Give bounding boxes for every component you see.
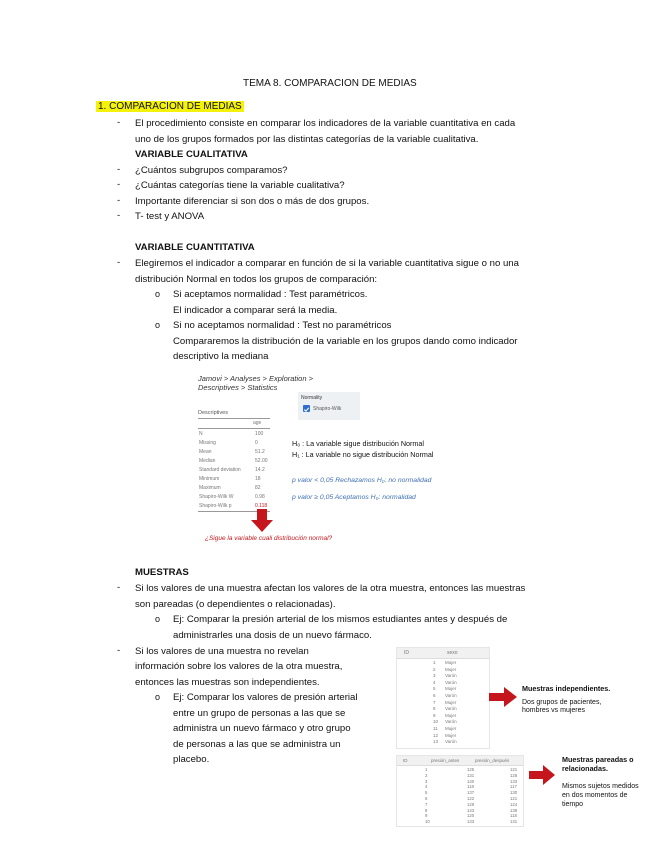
bullet-circle: o: [155, 289, 161, 299]
cualitativa-title: VARIABLE CUALITATIVA: [135, 149, 248, 160]
list-item: ¿Cuántos subgrupos comparamos?: [135, 165, 288, 176]
example-2-line-2: entre un grupo de personas a las que se: [173, 708, 346, 719]
paired-cell[interactable]: 2: [425, 772, 428, 778]
sexo-cell[interactable]: Mujer: [445, 726, 457, 731]
row-number: 10: [433, 719, 439, 725]
paired-cell[interactable]: 133: [467, 819, 475, 825]
row-number: 2: [433, 666, 436, 672]
paired-description-line-2: en dos momentos de: [562, 792, 628, 799]
bullet-dash: -: [117, 117, 121, 128]
paired-cell[interactable]: 8: [425, 807, 428, 813]
bullet-circle: o: [155, 614, 161, 624]
checkbox-checked[interactable]: [303, 405, 310, 412]
intro-line-2: uno de los grupos formados por las distintas categorías de la variable cualitativa.: [135, 134, 479, 145]
p-value-reject: p valor < 0,05 Rechazamos H₀: no normalidad: [292, 477, 432, 484]
descriptives-table-title: Descriptives: [198, 410, 228, 416]
row-number: 3: [433, 673, 436, 679]
paired-cell[interactable]: 133: [510, 778, 518, 784]
sexo-cell[interactable]: Mujer: [445, 732, 457, 738]
bullet-dash: -: [117, 164, 121, 175]
paired-cell[interactable]: 10: [425, 819, 430, 825]
table-rule: [198, 418, 270, 419]
row-number: 1: [433, 660, 436, 665]
paired-cell[interactable]: 129: [467, 801, 475, 807]
muestras-p1-line-1: Si los valores de una muestra afectan los valores de la otra muestra, entonces las muestras: [135, 583, 526, 594]
paired-cell[interactable]: 5: [425, 790, 428, 796]
list-item: T- test y ANOVA: [135, 211, 205, 222]
descriptives-figure: [195, 372, 465, 544]
paired-title-line-2: relacionadas.: [562, 764, 608, 773]
independent-samples-table: [396, 647, 490, 749]
example-2-line-1: Ej: Comparar los valores de presión arterial: [173, 692, 358, 703]
paired-header-before: presión_antes: [431, 758, 460, 763]
descriptive-stat-value: 82: [255, 485, 261, 491]
sub-item-1-line-1: Si aceptamos normalidad : Test paramétricos.: [173, 289, 368, 300]
paired-cell[interactable]: 9: [425, 813, 428, 819]
sexo-cell[interactable]: Mujer: [445, 712, 457, 718]
muestras-p2-line-3: entonces las muestras son independientes.: [135, 677, 320, 688]
paired-cell[interactable]: 3: [425, 778, 428, 784]
row-number: 11: [433, 726, 438, 731]
paired-cell[interactable]: 117: [510, 784, 517, 790]
bullet-dash: -: [117, 582, 121, 593]
paired-cell[interactable]: 131: [510, 819, 518, 825]
row-number: 12: [433, 732, 439, 738]
row-number: 8: [433, 706, 436, 712]
row-number: 9: [433, 712, 436, 718]
sub-item-2-line-3: descriptivo la mediana: [173, 351, 269, 362]
hypothesis-h0: H₀ : La variable sigue distribución Normal: [292, 439, 425, 448]
descriptive-stat-value: 0: [255, 440, 258, 446]
normality-panel: [298, 392, 360, 420]
row-number: 5: [433, 686, 436, 692]
sub-item-2-line-1: Si no aceptamos normalidad : Test no paramétricos: [173, 320, 392, 331]
jamovi-path: [198, 374, 313, 392]
bullet-dash: -: [117, 195, 121, 206]
descriptive-stat-label: Standard deviation: [199, 467, 241, 473]
arrow-right-icon: [529, 765, 555, 785]
intro-line-1: El procedimiento consiste en comparar los indicadores de la variable cuantitativa en cada: [135, 118, 516, 129]
paired-cell[interactable]: 122: [467, 796, 475, 801]
paired-cell[interactable]: 125: [467, 767, 475, 772]
checkbox-label: Shapiro-Wilk: [313, 406, 342, 412]
example-1-line-2: administrarles una dosis de un nuevo fármaco.: [173, 630, 372, 641]
paired-cell[interactable]: 6: [425, 796, 428, 801]
muestras-p2-line-1: Si los valores de una muestra no revelan: [135, 646, 309, 657]
column-id-header: ID: [404, 650, 409, 656]
paired-cell[interactable]: 130: [510, 790, 518, 796]
muestras-p1-line-2: son pareadas (o dependientes o relacionadas).: [135, 599, 336, 610]
sexo-cell[interactable]: Mujer: [445, 686, 457, 692]
paired-title: [562, 755, 634, 773]
paired-samples-table: [396, 755, 524, 827]
example-2-line-5: placebo.: [173, 754, 210, 765]
independent-description: [522, 699, 601, 715]
paired-cell[interactable]: 131: [467, 772, 475, 778]
sexo-cell[interactable]: Mujer: [445, 666, 457, 672]
paired-cell[interactable]: 138: [510, 807, 518, 813]
row-number: 4: [433, 679, 436, 685]
paired-cell[interactable]: 120: [467, 813, 475, 819]
sub-item-1-line-2: El indicador a comparar será la media.: [173, 305, 338, 316]
p-value-accept: p valor ≥ 0,05 Aceptamos H₀: normalidad: [292, 494, 416, 501]
sub-item-2-line-2: Compararemos la distribución de la variable en los grupos dando como indicador: [173, 336, 518, 347]
muestras-title: MUESTRAS: [135, 567, 189, 578]
list-item: Importante diferenciar si son dos o más de dos grupos.: [135, 196, 370, 207]
descriptive-stat-label: Shapiro-Wilk p: [199, 503, 232, 509]
paired-cell[interactable]: 7: [425, 801, 428, 807]
sexo-cell[interactable]: Varón: [445, 719, 457, 725]
independent-title: Muestras independientes.: [522, 684, 611, 693]
section-heading: 1. COMPARACION DE MEDIAS: [98, 101, 242, 112]
check-icon: [303, 406, 310, 413]
descriptive-stat-label: Missing: [199, 440, 216, 446]
paired-cell[interactable]: 4: [425, 784, 428, 790]
descriptive-stat-label: Minimum: [199, 476, 220, 482]
sexo-cell[interactable]: Varón: [445, 693, 457, 698]
jamovi-path-line-2: Descriptives > Statistics: [198, 383, 278, 392]
muestras-p2-line-2: información sobre los valores de la otra muestra,: [135, 661, 343, 672]
descriptive-stat-label: Maximum: [199, 485, 221, 491]
example-1-line-1: Ej: Comparar la presión arterial de los mismos estudiantes antes y después de: [173, 614, 508, 625]
paired-header-after: presión_después: [475, 758, 510, 763]
row-number: 13: [433, 739, 439, 745]
paired-header-id: ID: [403, 758, 408, 763]
bullet-dash: -: [117, 257, 121, 268]
arrow-down-icon: [251, 509, 273, 533]
sexo-cell[interactable]: Mujer: [445, 699, 457, 705]
independent-description-line-2: hombres vs mujeres: [522, 707, 586, 714]
bullet-dash: -: [117, 645, 121, 656]
paired-cell[interactable]: 143: [467, 807, 475, 813]
table-rule: [198, 428, 270, 429]
normality-label: Normality: [301, 395, 323, 401]
jamovi-path-line-1: Jamovi > Analyses > Exploration >: [198, 374, 313, 383]
paired-title-line-1: Muestras pareadas o: [562, 755, 634, 764]
descriptive-stat-value: 100: [255, 431, 264, 437]
descriptive-stat-value: 51.2: [255, 449, 265, 455]
cuant-line-1: Elegiremos el indicador a comparar en función de si la variable cuantitativa sigue o no una: [135, 258, 519, 269]
arrow-right-icon: [489, 687, 517, 707]
hypotheses: [292, 438, 433, 460]
paired-cell[interactable]: 121: [510, 796, 518, 801]
paired-description-line-3: tiempo: [562, 801, 584, 808]
descriptive-stat-label: N: [199, 431, 203, 437]
normality-question: ¿Sigue la variable cuali distribución normal?: [205, 535, 333, 542]
paired-cell[interactable]: 128: [510, 772, 518, 778]
bullet-circle: o: [155, 692, 161, 702]
descriptive-stat-value: 52.00: [255, 458, 268, 464]
sexo-cell[interactable]: Varón: [445, 679, 457, 685]
sexo-cell[interactable]: Varón: [445, 739, 457, 745]
paired-description: [562, 782, 639, 809]
independent-description-line-1: Dos grupos de pacientes,: [522, 699, 602, 706]
row-number: 6: [433, 693, 436, 698]
paired-cell[interactable]: 140: [467, 778, 475, 784]
example-2-line-3: administra un nuevo fármaco y otro grupo: [173, 723, 351, 734]
cuantitativa-title: VARIABLE CUANTITATIVA: [135, 242, 255, 253]
table-header: [397, 648, 489, 659]
p-value-rules: [292, 472, 431, 506]
page-title: TEMA 8. COMPARACION DE MEDIAS: [243, 78, 417, 89]
descriptive-stat-label: Shapiro-Wilk W: [199, 494, 234, 500]
paired-description-line-1: Mismos sujetos medidos: [562, 783, 639, 790]
table-col-header: age: [253, 420, 262, 426]
descriptive-stat-label: Median: [199, 458, 216, 464]
sexo-cell[interactable]: Varón: [445, 673, 457, 679]
paired-cell[interactable]: 1: [425, 767, 428, 772]
table-header: [397, 756, 523, 766]
bullet-circle: o: [155, 320, 161, 330]
list-item: ¿Cuántas categorías tiene la variable cualitativa?: [135, 180, 345, 191]
hypothesis-h1: H₁ : La variable no sigue distribución Normal: [292, 450, 434, 459]
cuant-line-2: distribución Normal en todos los grupos de comparación:: [135, 274, 378, 285]
paired-cell[interactable]: 121: [510, 767, 518, 772]
descriptive-stat-value: 18: [255, 476, 261, 482]
example-2-line-4: de personas a las que se administra un: [173, 739, 341, 750]
descriptive-stat-value: 0.98: [255, 494, 265, 500]
paired-cell[interactable]: 124: [510, 801, 518, 807]
bullet-dash: -: [117, 179, 121, 190]
paired-cell[interactable]: 118: [510, 813, 517, 819]
bullet-dash: -: [117, 210, 121, 221]
descriptive-stat-value: 14.2: [255, 467, 265, 473]
descriptive-stat-label: Mean: [199, 449, 212, 455]
row-number: 7: [433, 699, 436, 705]
column-sexo-header: sexo: [447, 650, 458, 656]
paired-cell[interactable]: 118: [467, 784, 474, 790]
sexo-cell[interactable]: Mujer: [445, 660, 457, 665]
paired-cell[interactable]: 137: [467, 790, 475, 796]
descriptive-stat-value: 0.118: [255, 503, 268, 509]
sexo-cell[interactable]: Varón: [445, 706, 457, 712]
